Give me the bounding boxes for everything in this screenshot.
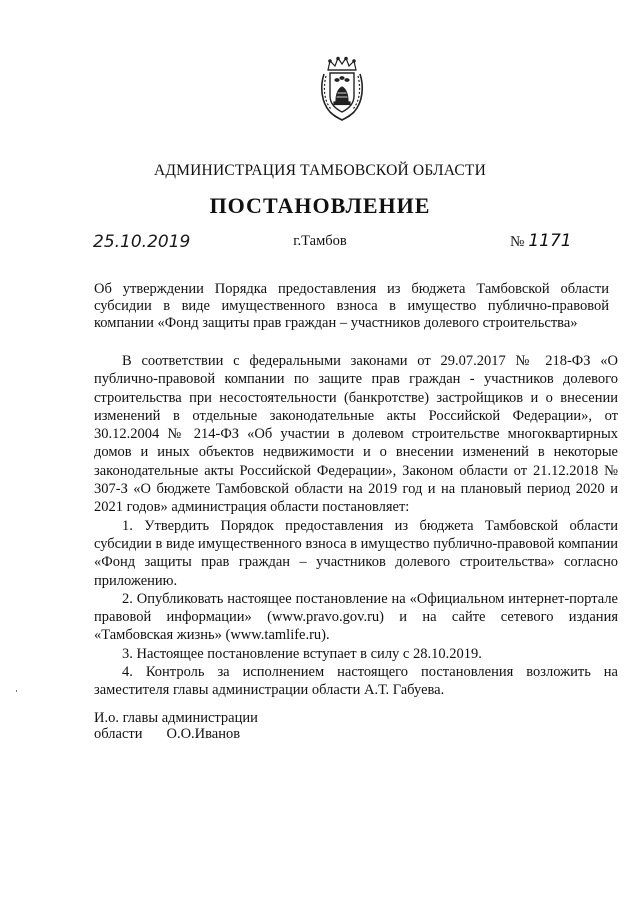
organization-name: АДМИНИСТРАЦИЯ ТАМБОВСКОЙ ОБЛАСТИ — [154, 162, 486, 179]
preamble-paragraph: В соответствии с федеральными законами от 29.07.2017 № 218-ФЗ «О публично-правовой компании по защите прав граждан - участников долевого строительства при несостоятельности (банкротстве) застройщиков и о внесении изменений в отдельные законодательные акты Российской Федерации», от 30.12.2004 № 214-ФЗ «Об участии в долевом строительстве многоквартирных домов и иных объектов недвижимости и о внесении изменений в некоторые законодательные акты Российской Федерации», Законом области от 21.12.2018 № 307-З «О бюджете Тамбовской области на 2019 год и на плановый период 2020 и 2021 годов» администрация области постановляет: — [94, 353, 618, 516]
item-paragraph: 2. Опубликовать настоящее постановление на «Официальном интернет-портале правовой информации» (www.pravo.gov.ru) и на сайте сетевого издания «Тамбовская жизнь» (www.tamlife.ru). — [94, 590, 618, 644]
signature-block — [94, 710, 258, 742]
document-type: ПОСТАНОВЛЕНИЕ — [209, 193, 431, 218]
document-body — [94, 352, 618, 700]
document-number: 1171 — [528, 231, 572, 251]
number-label: № — [510, 234, 525, 250]
coat-of-arms-icon — [318, 56, 366, 122]
document-number-block — [510, 231, 572, 251]
margin-mark — [16, 690, 17, 692]
document-subject: Об утверждении Порядка предоставления из бюджета Тамбовской области субсидии в виде имущественного взноса в имущество публично-правовой компании «Фонд защиты прав граждан – участников долевого строительства» — [94, 281, 609, 331]
signer-title: И.о. главы администрации — [94, 710, 258, 726]
item-paragraph: 1. Утвердить Порядок предоставления из бюджета Тамбовской области субсидии в виде имущественного взноса в имущество публично-правовой компании «Фонд защиты прав граждан – участников долевого строительства» согласно приложению. — [94, 517, 618, 589]
signer-title-cont: области — [94, 726, 143, 742]
item-paragraph: 4. Контроль за исполнением настоящего постановления возложить на заместителя главы администрации области А.Т. Габуева. — [94, 664, 618, 699]
document-date: 25.10.2019 — [93, 232, 191, 252]
item-paragraph: 3. Настоящее постановление вступает в силу с 28.10.2019. — [122, 645, 482, 662]
document-city: г.Тамбов — [293, 233, 347, 249]
signer-name: О.О.Иванов — [166, 726, 241, 742]
